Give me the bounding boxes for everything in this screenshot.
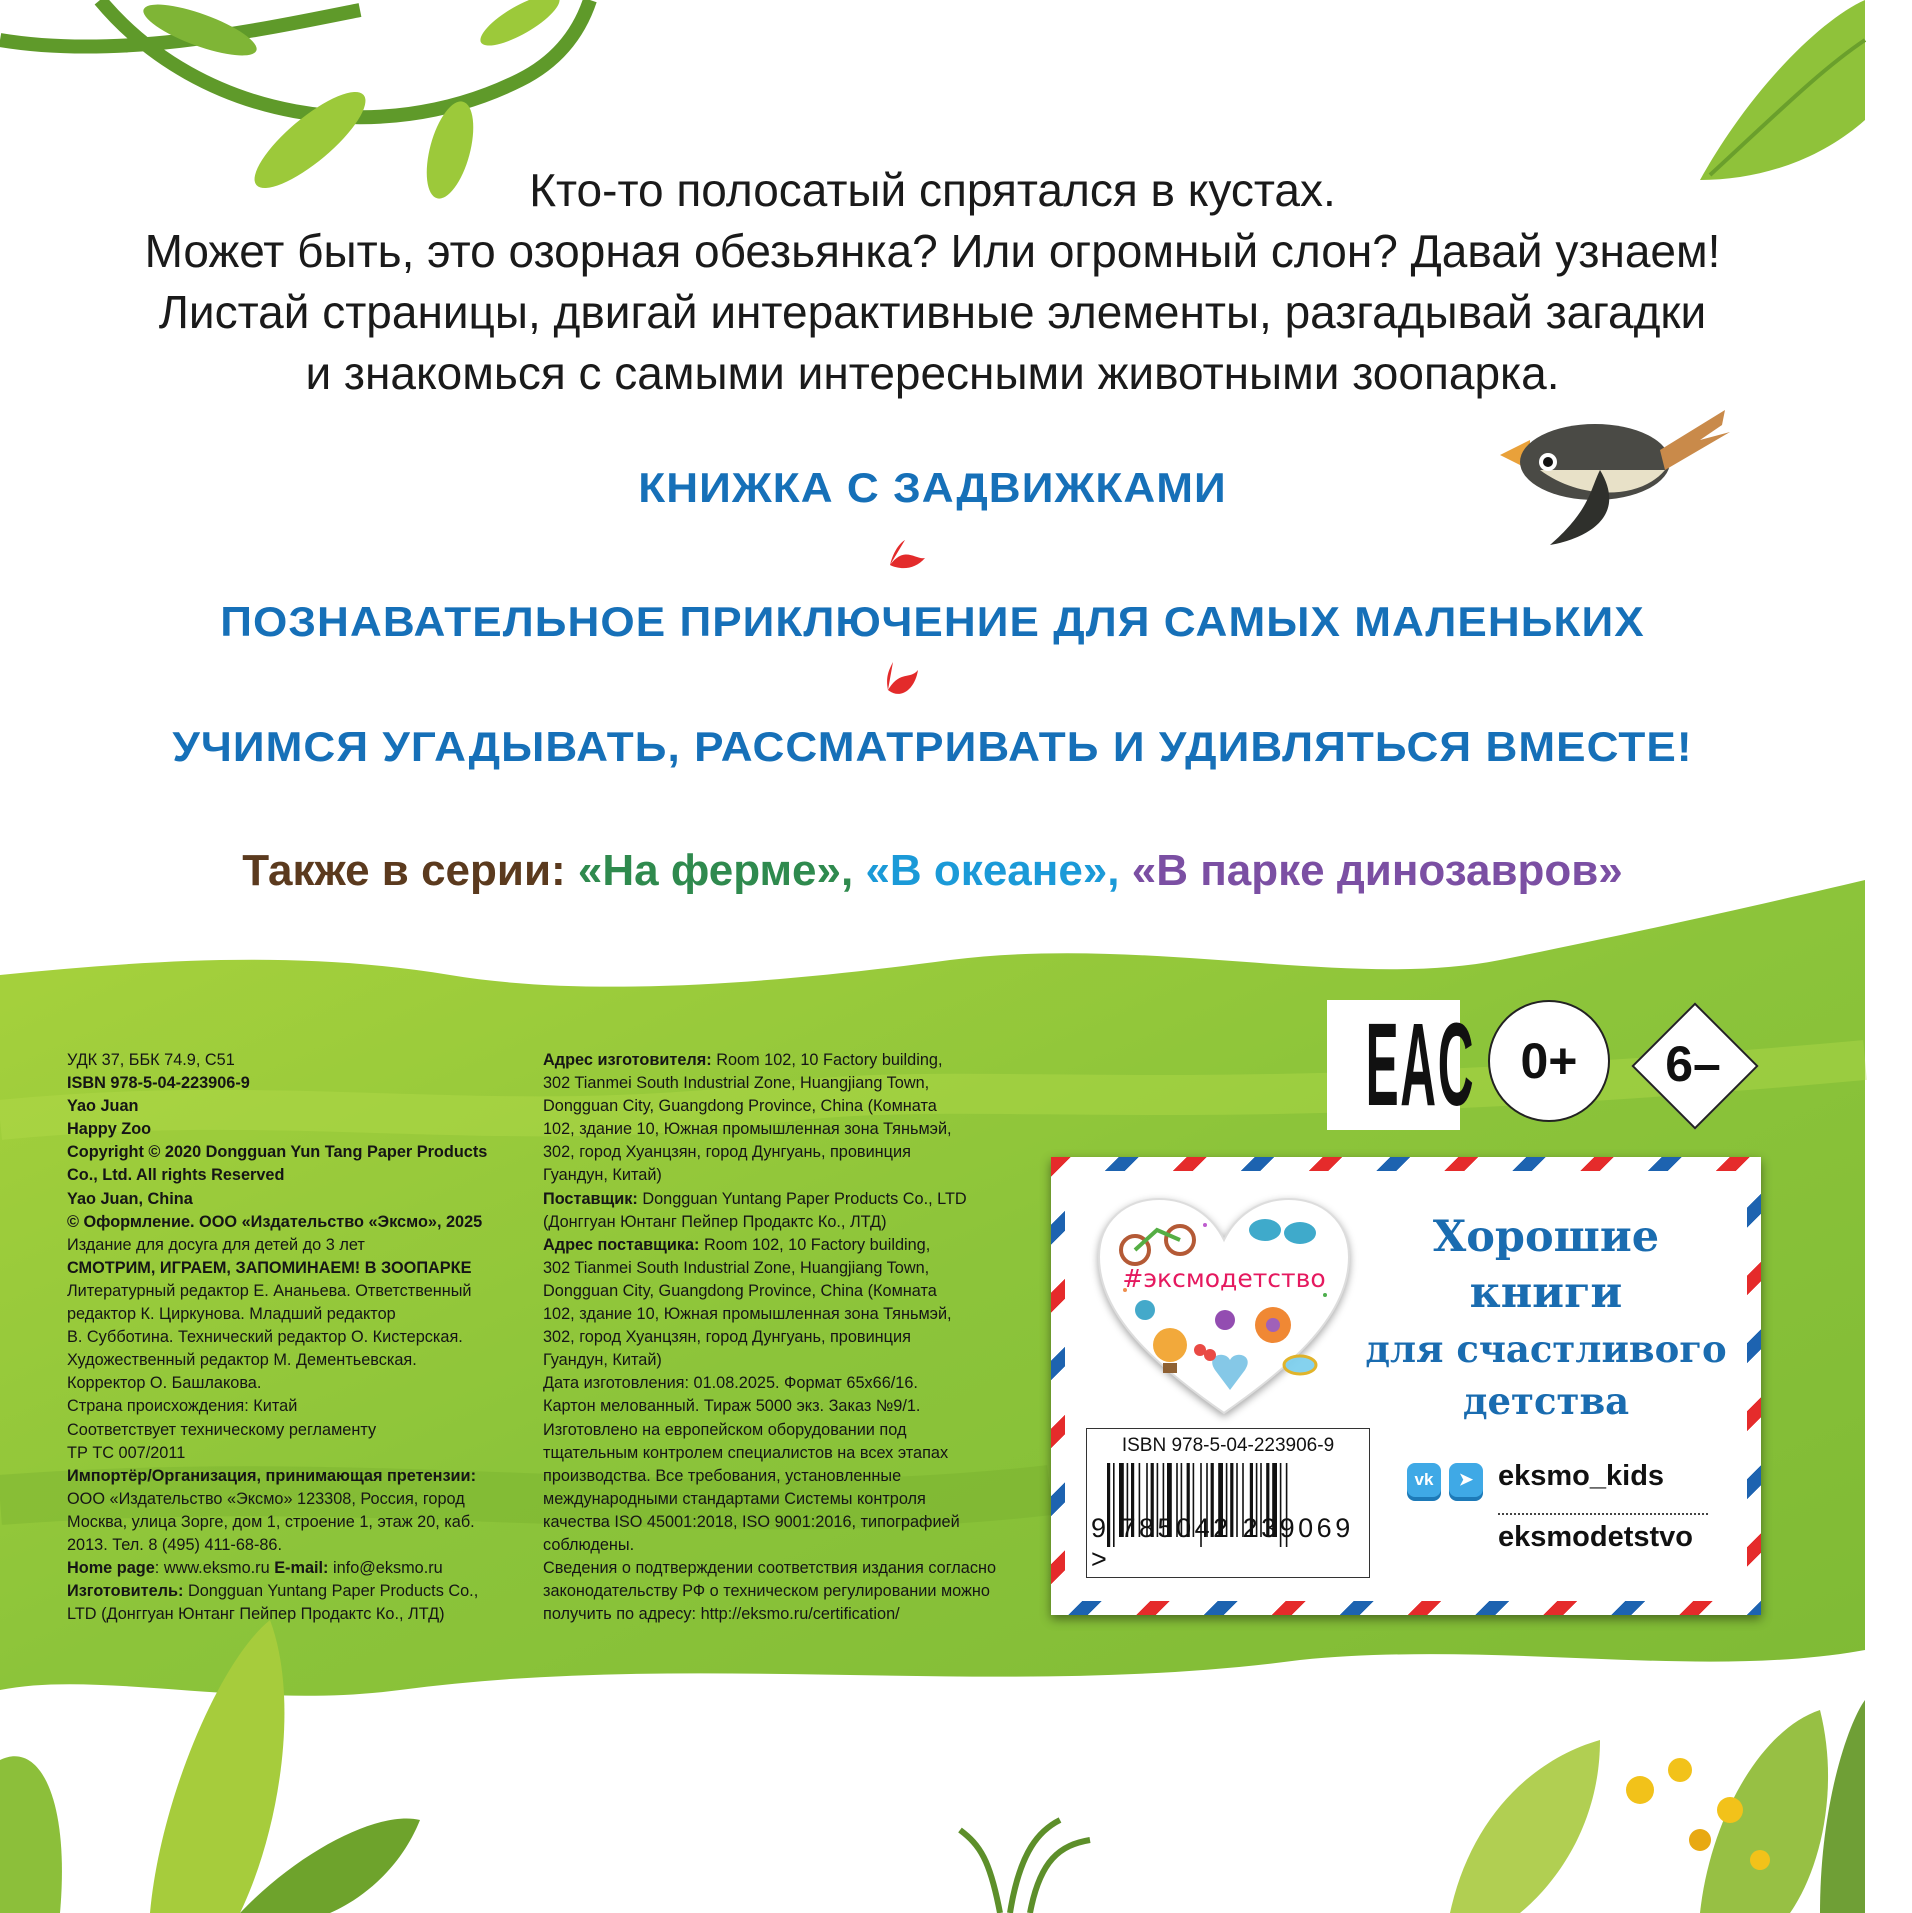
eac-mark xyxy=(1327,999,1476,1131)
headline-sliders-book: КНИЖКА С ЗАДВИЖКАМИ xyxy=(638,464,1227,511)
description-line: Кто-то полосатый спрятался в кустах. xyxy=(529,164,1336,216)
imprint-text: LTD (Донггуан Юнтанг Пейпер Продактс Ко., ЛТД) xyxy=(67,1605,445,1624)
imprint-line xyxy=(543,1118,996,1141)
imprint-text: Страна происхождения: Китай xyxy=(67,1397,298,1416)
social-handle-detstvo[interactable]: eksmodetstvo xyxy=(1498,1521,1694,1553)
imprint-line xyxy=(67,1188,487,1211)
imprint-label: ISBN 978-5-04-223906-9 xyxy=(67,1074,250,1093)
series-title-ocean: «В океане», xyxy=(865,846,1132,895)
imprint-text: Картон мелованный. Тираж 5000 экз. Заказ №9/1. xyxy=(543,1397,921,1416)
imprint-text: info@eksmo.ru xyxy=(328,1559,443,1578)
imprint-text: УДК 37, ББК 74.9, С51 xyxy=(67,1051,235,1069)
telegram-icon[interactable]: ➤ xyxy=(1449,1463,1483,1497)
imprint-text: Dongguan Yuntang Paper Products Co., xyxy=(183,1582,479,1601)
imprint-line xyxy=(543,1326,996,1349)
imprint-line xyxy=(67,1326,487,1349)
imprint-text: тщательным контролем специалистов на всех этапах xyxy=(543,1443,949,1462)
postcard-title-line: книги xyxy=(1469,1268,1623,1318)
imprint-line xyxy=(67,1257,487,1280)
imprint-label: © Оформление. ООО «Издательство «Эксмо», 2025 xyxy=(67,1212,483,1231)
imprint-text: Dongguan City, Guangdong Province, China (Комната xyxy=(543,1097,937,1116)
imprint-line xyxy=(67,1141,487,1164)
headline-learning: УЧИМСЯ УГАДЫВАТЬ, РАССМАТРИВАТЬ И УДИВЛЯТЬСЯ ВМЕСТЕ! xyxy=(172,723,1693,770)
imprint-line xyxy=(543,1442,996,1465)
imprint-text: производства. Все требования, установленные xyxy=(543,1466,902,1485)
imprint-text: 102, здание 10, Южная промышленная зона Тяньмэй, xyxy=(543,1305,952,1324)
imprint-line xyxy=(543,1395,996,1418)
red-leaf-icon xyxy=(887,662,918,694)
series-label: Также в серии: xyxy=(242,846,578,895)
imprint-label: Copyright © 2020 Dongguan Yun Tang Paper Products xyxy=(67,1143,488,1162)
imprint-text: Соответствует техническому регламенту xyxy=(67,1420,377,1439)
imprint-line xyxy=(67,1511,487,1534)
series-title-dinosaurs: «В парке динозавров» xyxy=(1131,846,1623,895)
imprint-label: Co., Ltd. All rights Reserved xyxy=(67,1166,285,1185)
imprint-line xyxy=(543,1164,996,1187)
imprint-line xyxy=(543,1072,996,1095)
imprint-text: Гуандун, Китай) xyxy=(543,1351,662,1370)
imprint-label: Yao Juan, China xyxy=(67,1189,193,1208)
imprint-text: качества ISO 45001:2018, ISO 9001:2016, типографией xyxy=(543,1512,960,1531)
imprint-left-column xyxy=(67,1049,487,1626)
postcard-title-line: Хорошие xyxy=(1432,1212,1660,1262)
imprint-line xyxy=(67,1118,487,1141)
imprint-line xyxy=(67,1442,487,1465)
imprint-text: В. Субботина. Технический редактор О. Кистерская. xyxy=(67,1328,463,1347)
imprint-line xyxy=(543,1303,996,1326)
eksmo-postcard xyxy=(1051,1157,1761,1615)
imprint-text: соблюдены. xyxy=(543,1535,635,1554)
imprint-text: Дата изготовления: 01.08.2025. Формат 65х66/16. xyxy=(543,1374,918,1393)
imprint-text: Room 102, 10 Factory building, xyxy=(699,1235,931,1254)
imprint-text: Dongguan City, Guangdong Province, China (Комната xyxy=(543,1281,937,1300)
imprint-line xyxy=(67,1580,487,1603)
imprint-label: Адрес изготовителя: xyxy=(543,1051,712,1069)
imprint-text: Художественный редактор М. Дементьевская. xyxy=(67,1351,417,1370)
imprint-text: законодательству РФ о техническом регулировании можно xyxy=(543,1582,990,1601)
imprint-label: Happy Zoo xyxy=(67,1120,152,1139)
imprint-line xyxy=(67,1557,487,1580)
imprint-line xyxy=(543,1465,996,1488)
imprint-text: 302 Tianmei South Industrial Zone, Huangjiang Town, xyxy=(543,1258,930,1277)
imprint-text: редактор К. Циркунова. Младший редактор xyxy=(67,1305,396,1324)
imprint-label: E-mail: xyxy=(274,1559,329,1578)
imprint-label: Изготовитель: xyxy=(67,1582,184,1601)
postcard-title-line: детства xyxy=(1462,1379,1630,1423)
imprint-line xyxy=(67,1534,487,1557)
imprint-line xyxy=(543,1557,996,1580)
imprint-line xyxy=(67,1465,487,1488)
imprint-right-column xyxy=(543,1049,996,1626)
imprint-line xyxy=(67,1303,487,1326)
imprint-line xyxy=(67,1164,487,1187)
heart-sticker xyxy=(1095,1195,1353,1417)
imprint-line xyxy=(543,1234,996,1257)
imprint-text: Room 102, 10 Factory building, xyxy=(711,1051,943,1069)
description-line: и знакомься с самыми интересными животными зоопарка. xyxy=(305,347,1560,399)
series-line xyxy=(0,846,1865,896)
imprint-label: Адрес поставщика: xyxy=(543,1235,700,1254)
imprint-label: Импортёр/Организация, принимающая претензии: xyxy=(67,1466,476,1485)
imprint-line xyxy=(543,1257,996,1280)
vk-icon[interactable]: vk xyxy=(1407,1463,1441,1497)
imprint-text: Литературный редактор Е. Ананьева. Ответственный xyxy=(67,1281,472,1300)
imprint-line xyxy=(67,1372,487,1395)
age-range-label: 6– xyxy=(1665,1036,1721,1092)
imprint-line xyxy=(67,1349,487,1372)
barcode-digits: 9 785042 239069 > xyxy=(1091,1513,1354,1574)
imprint-text: Сведения о подтверждении соответствия издания согласно xyxy=(543,1559,997,1578)
imprint-line xyxy=(543,1141,996,1164)
imprint-label: Поставщик: xyxy=(543,1189,638,1208)
imprint-line xyxy=(543,1511,996,1534)
imprint-line xyxy=(67,1234,487,1257)
imprint-line xyxy=(543,1419,996,1442)
red-leaf-icon xyxy=(890,540,925,568)
imprint-line xyxy=(67,1211,487,1234)
imprint-line xyxy=(543,1603,996,1626)
headline-adventure: ПОЗНАВАТЕЛЬНОЕ ПРИКЛЮЧЕНИЕ ДЛЯ САМЫХ МАЛЕНЬКИХ xyxy=(220,598,1645,645)
dotted-divider xyxy=(1498,1513,1708,1515)
imprint-line xyxy=(543,1580,996,1603)
imprint-line xyxy=(543,1488,996,1511)
imprint-line xyxy=(543,1095,996,1118)
imprint-label: Home page xyxy=(67,1559,155,1578)
description-line: Может быть, это озорная обезьянка? Или огромный слон? Давай узнаем! xyxy=(144,225,1721,277)
imprint-text: Корректор О. Башлакова. xyxy=(67,1374,262,1393)
description xyxy=(0,160,1865,404)
imprint-text: получить по адресу: http://eksmo.ru/certification/ xyxy=(543,1605,900,1624)
imprint-line xyxy=(67,1072,487,1095)
isbn-barcode xyxy=(1086,1428,1370,1578)
imprint-text: ООО «Издательство «Эксмо» 123308, Россия, город xyxy=(67,1489,465,1508)
imprint-text: 302, город Хуанцзян, город Дунгуань, провинция xyxy=(543,1143,911,1162)
imprint-text: : www.eksmo.ru xyxy=(154,1559,275,1578)
imprint-line xyxy=(67,1419,487,1442)
imprint-line xyxy=(67,1049,487,1072)
imprint-line xyxy=(67,1488,487,1511)
imprint-text: Изготовлено на европейском оборудовании под xyxy=(543,1420,907,1439)
imprint-label: Yao Juan xyxy=(67,1097,139,1116)
eac-logo-text: EAC xyxy=(1365,999,1476,1131)
isbn-text: ISBN 978-5-04-223906-9 xyxy=(1121,1435,1335,1456)
imprint-text: Dongguan Yuntang Paper Products Co., LTD xyxy=(637,1189,967,1208)
imprint-line xyxy=(67,1603,487,1626)
imprint-line xyxy=(543,1211,996,1234)
imprint-line xyxy=(543,1534,996,1557)
imprint-text: ТР ТС 007/2011 xyxy=(67,1443,186,1462)
imprint-text: 2013. Тел. 8 (495) 411-68-86. xyxy=(67,1535,283,1554)
imprint-text: 302, город Хуанцзян, город Дунгуань, провинция xyxy=(543,1328,911,1347)
imprint-text: 302 Tianmei South Industrial Zone, Huangjiang Town, xyxy=(543,1074,930,1093)
imprint-text: Гуандун, Китай) xyxy=(543,1166,662,1185)
imprint-line xyxy=(67,1395,487,1418)
imprint-text: (Донггуан Юнтанг Пейпер Продактс Ко., ЛТД) xyxy=(543,1212,887,1231)
description-line: Листай страницы, двигай интерактивные элементы, разгадывай загадки xyxy=(158,286,1707,338)
imprint-line xyxy=(543,1049,996,1072)
age-rating-badge: 0+ xyxy=(1488,1000,1610,1122)
imprint-line xyxy=(543,1280,996,1303)
imprint-line xyxy=(543,1188,996,1211)
imprint-line xyxy=(67,1280,487,1303)
imprint-line xyxy=(543,1349,996,1372)
postcard-title-line: для счастливого xyxy=(1365,1327,1727,1371)
imprint-text: 102, здание 10, Южная промышленная зона Тяньмэй, xyxy=(543,1120,952,1139)
imprint-line xyxy=(67,1095,487,1118)
imprint-line xyxy=(543,1372,996,1395)
series-title-farm: «На ферме», xyxy=(577,846,866,895)
social-handle-kids[interactable]: eksmo_kids xyxy=(1498,1460,1665,1492)
imprint-text: международными стандартами Системы контроля xyxy=(543,1489,926,1508)
leaf-decoration xyxy=(1700,0,1865,180)
imprint-text: Москва, улица Зорге, дом 1, строение 1, этаж 20, каб. xyxy=(67,1512,475,1531)
imprint-label: СМОТРИМ, ИГРАЕМ, ЗАПОМИНАЕМ! В ЗООПАРКЕ xyxy=(67,1258,472,1277)
hashtag-logo: #эксмодетство xyxy=(1122,1264,1326,1293)
imprint-text: Издание для досуга для детей до 3 лет xyxy=(67,1235,365,1254)
